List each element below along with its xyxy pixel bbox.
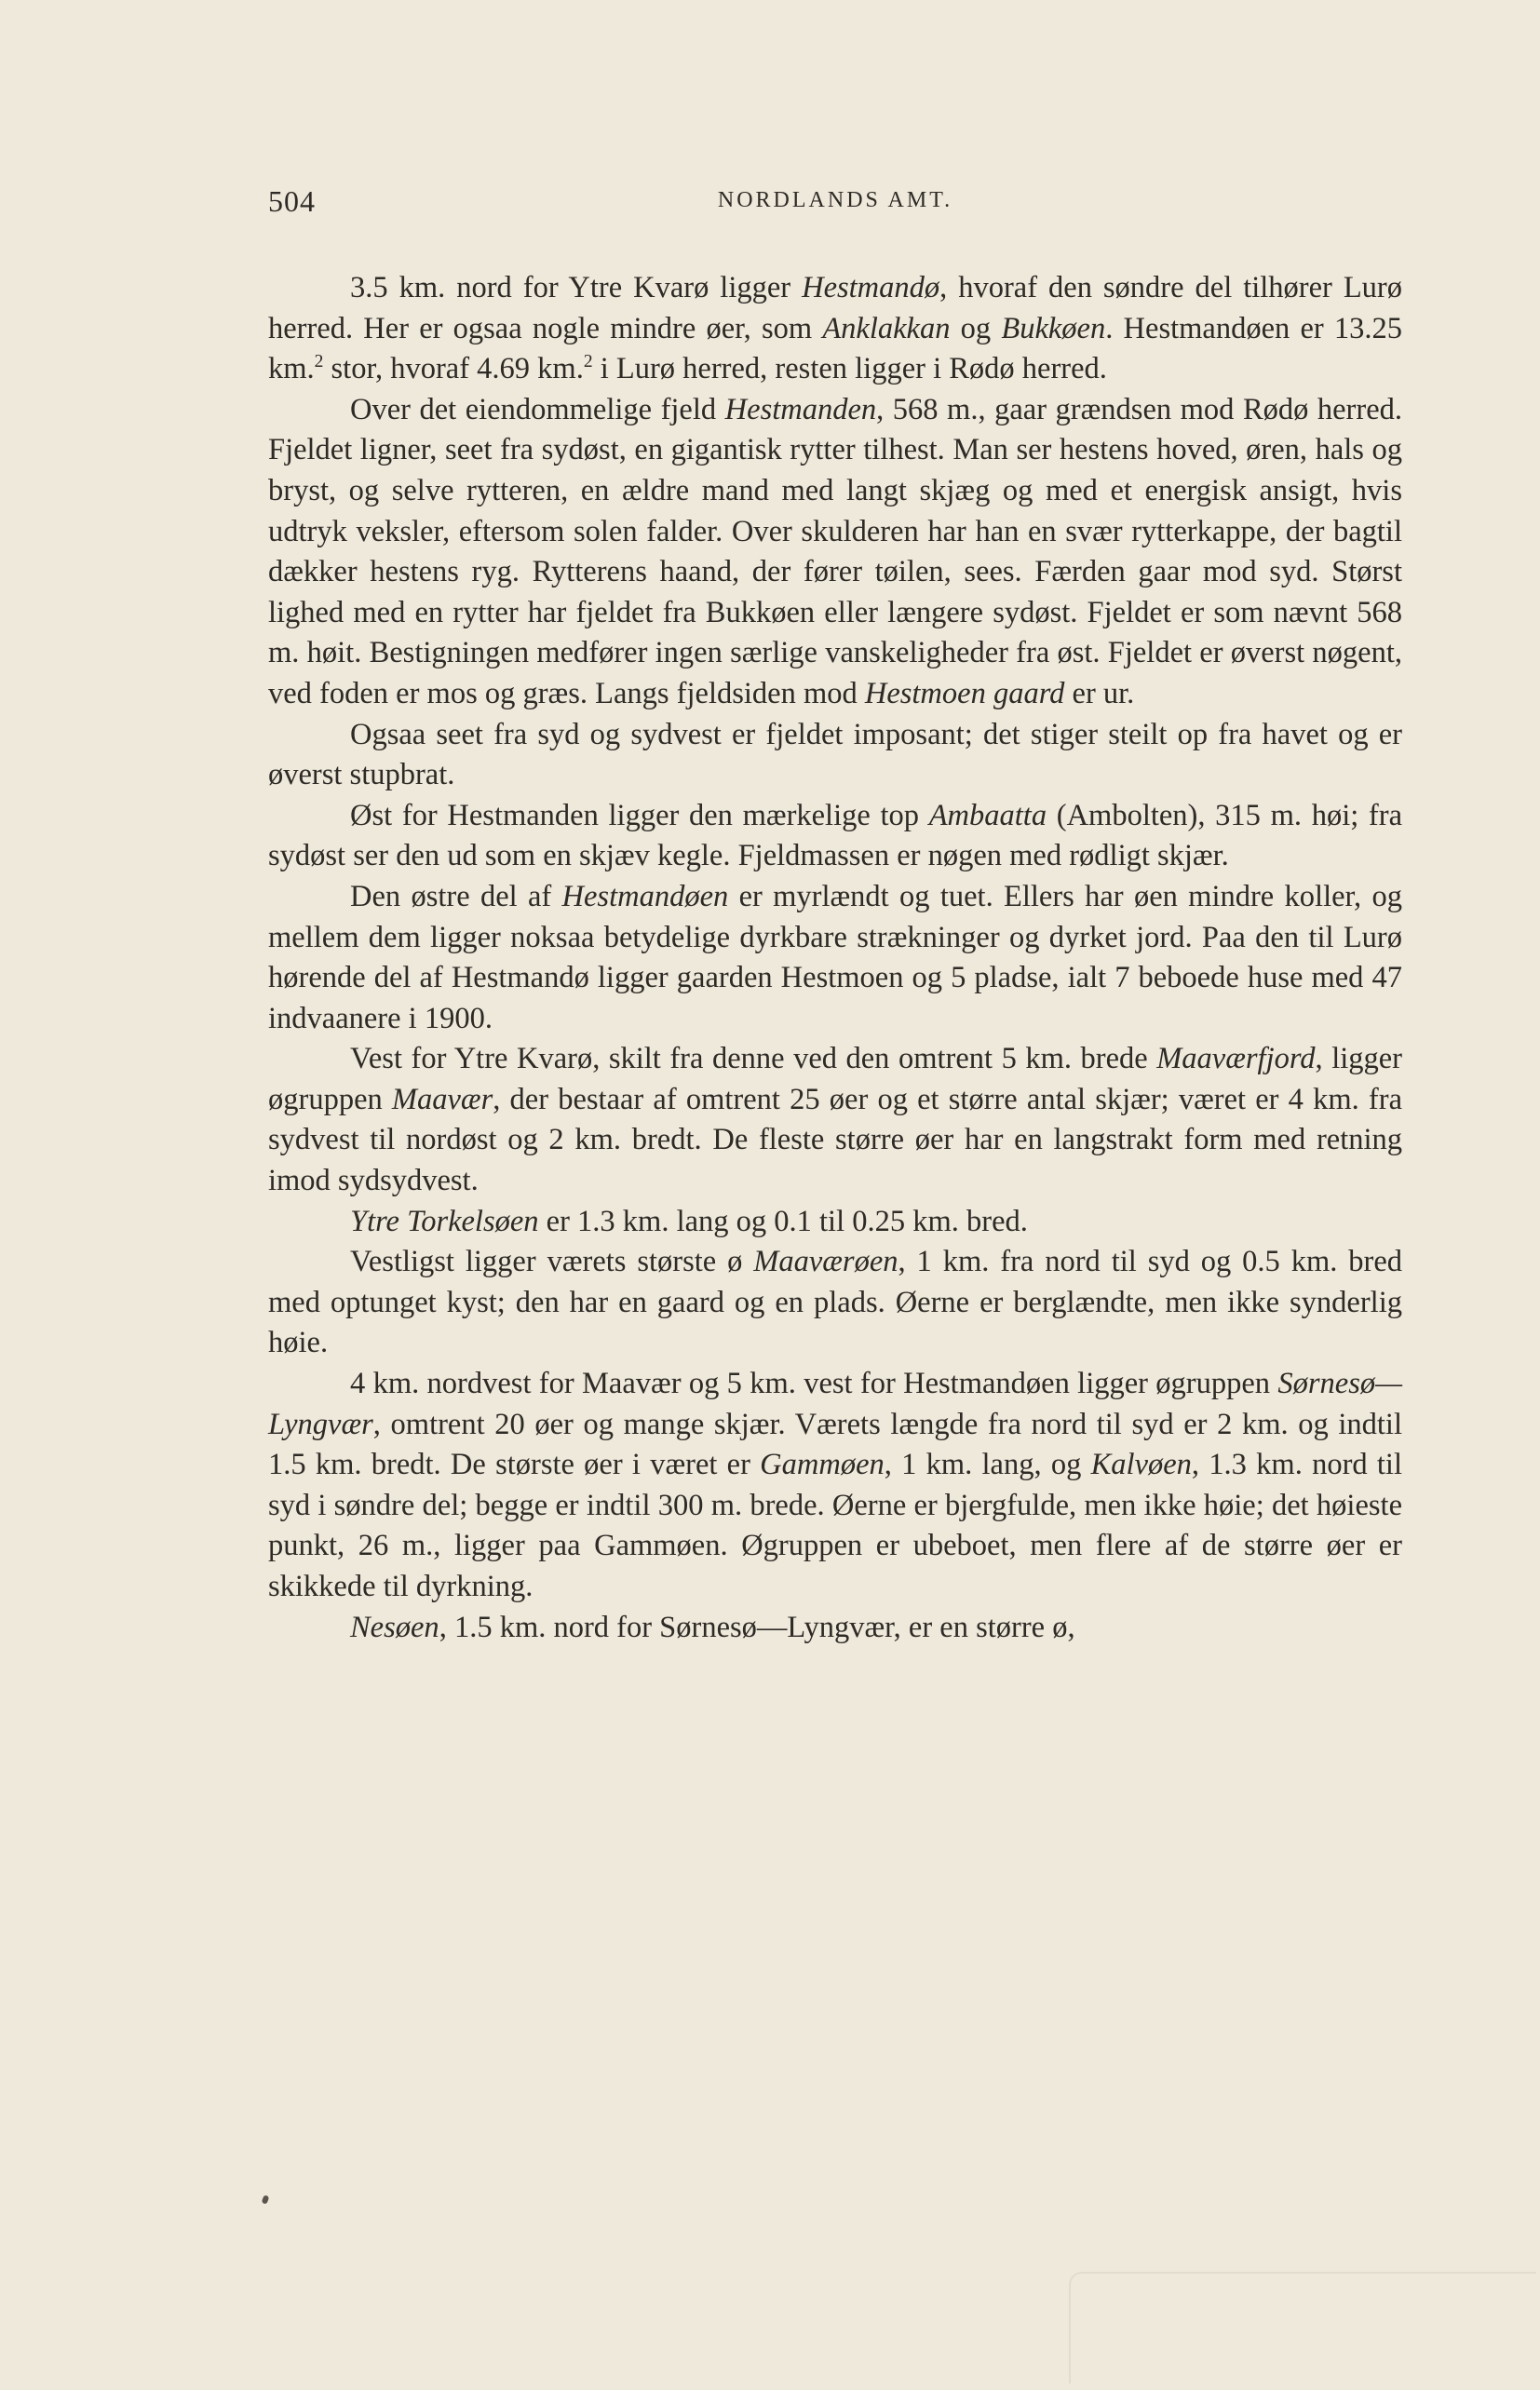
- running-title: NORDLANDS AMT.: [717, 188, 953, 212]
- paragraph: [268, 1242, 1402, 1364]
- italic-name: Anklakkan: [822, 311, 951, 345]
- text-run: i Lurø herred, resten ligger i Rødø herred.: [592, 352, 1107, 386]
- italic-name: Maaværøen: [753, 1245, 898, 1279]
- italic-name: Hestmandø: [802, 271, 940, 304]
- italic-name: Hestmanden: [724, 392, 877, 426]
- superscript: 2: [314, 352, 324, 372]
- text-run: , 568 m., gaar grændsen mod Rødø herred. Fjeldet ligner, seet fra sydøst, en gigantisk rytter tilhest. Man ser hestens hoved, øren, hals og bryst, og selve rytteren, en ældre mand med langt skjæg og med et energisk ansigt, hvis udtryk veksler, eftersom solen falder. Over skulderen har han en svær rytterkappe, der bagtil dækker hestens ryg. Rytterens haand, der fører tøilen, sees. Færden gaar mod syd. Størst lighed med en rytter har fjeldet fra Bukkøen eller længere sydøst. Fjeldet er som nævnt 568 m. høit. Bestigningen medfører ingen særlige vanskeligheder fra øst. Fjeldet er øverst nøgent, ved foden er mos og græs. Langs fjeldsiden mod: [268, 392, 1403, 710]
- text-run: er myrlændt og tuet. Ellers har øen mindre koller, og mellem dem ligger noksaa betydelige dyrkbare strækninger og dyrket jord. Paa den til Lurø hørende del af Hestmandø ligger gaarden Hestmoen og 5 pladse, ialt 7 beboede huse med 47 indvaanere i 1900.: [268, 879, 1402, 1035]
- italic-name: Kalvøen: [1090, 1448, 1192, 1482]
- text-run: Den østre del af: [350, 879, 562, 913]
- text-run: Vestligst ligger værets største ø: [350, 1245, 754, 1279]
- paragraph: [268, 877, 1402, 1039]
- text-run: , 1 km. fra nord til syd og 0.5 km. bred med optunget kyst; den har en gaard og en plads. Øerne er berglændte, men ikke synderlig høie.: [268, 1245, 1402, 1360]
- italic-name: Gammøen: [760, 1448, 885, 1482]
- text-run: , omtrent 20 øer og mange skjær. Værets længde fra nord til syd er 2 km. og indtil 1.5 km. bredt. De største øer i været er: [268, 1407, 1402, 1482]
- ink-speck: [262, 2194, 270, 2205]
- text-run: Over det eiendommelige fjeld: [350, 392, 725, 426]
- italic-name: Maavær: [391, 1082, 493, 1116]
- text-run: , ligger øgruppen: [268, 1042, 1403, 1116]
- italic-name: Maaværfjord: [1156, 1042, 1316, 1076]
- text-run: Ogsaa seet fra syd og sydvest er fjeldet imposant; det stiger steilt op fra havet og er øverst stupbrat.: [268, 717, 1402, 792]
- text-run: er ur.: [1064, 676, 1135, 710]
- text-run: , 1 km. lang, og: [884, 1448, 1091, 1482]
- italic-name: Sørnesø—Lyngvær: [268, 1367, 1402, 1441]
- page-header: [268, 184, 1402, 222]
- text-run: stor, hvoraf 4.69 km.: [323, 352, 584, 386]
- paragraph: [268, 268, 1402, 390]
- italic-name: Hestmoen gaard: [864, 676, 1065, 710]
- page-number: 504: [268, 184, 316, 218]
- text-run: er 1.3 km. lang og 0.1 til 0.25 km. bred.: [538, 1204, 1028, 1238]
- body-text: [268, 268, 1402, 1648]
- text-run: og: [950, 311, 1002, 345]
- text-run: , 1.3 km. nord til syd i søndre del; begge er indtil 300 m. brede. Øerne er bjergfulde, men ikke høie; det høieste punkt, 26 m., ligger paa Gammøen. Øgruppen er ubeboet, men flere af de større øer er skikkede til dyrkning.: [268, 1448, 1402, 1603]
- page-corner-shadow: [1069, 2272, 1536, 2383]
- text-run: 3.5 km. nord for Ytre Kvarø ligger: [350, 271, 803, 304]
- italic-name: Nesøen: [350, 1610, 439, 1644]
- italic-name: Hestmandøen: [561, 879, 729, 913]
- paragraph: [268, 1364, 1402, 1608]
- text-run: , der bestaar af omtrent 25 øer og et større antal skjær; været er 4 km. fra sydvest til nordøst og 2 km. bredt. De fleste større øer har en langstrakt form med retning imod sydsydvest.: [268, 1082, 1402, 1198]
- superscript: 2: [583, 352, 593, 372]
- paragraph: [268, 1608, 1402, 1649]
- paragraph: [268, 796, 1402, 877]
- text-run: , 1.5 km. nord for Sørnesø—Lyngvær, er en større ø,: [439, 1610, 1075, 1644]
- italic-name: Ambaatta: [928, 798, 1047, 832]
- paragraph: [268, 715, 1402, 796]
- paragraph: [268, 1039, 1402, 1201]
- text-run: Vest for Ytre Kvarø, skilt fra denne ved den omtrent 5 km. brede: [350, 1042, 1157, 1076]
- paragraph: [268, 390, 1402, 715]
- text-run: 4 km. nordvest for Maavær og 5 km. vest for Hestmandøen ligger øgruppen: [350, 1367, 1278, 1401]
- italic-name: Bukkøen: [1001, 311, 1106, 345]
- text-run: (Ambolten), 315 m. høi; fra sydøst ser den ud som en skjæv kegle. Fjeldmassen er nøgen med rødligt skjær.: [268, 798, 1402, 873]
- text-run: Øst for Hestmanden ligger den mærkelige top: [350, 798, 929, 832]
- paragraph: [268, 1202, 1402, 1243]
- text-run: , hvoraf den søndre del tilhører Lurø herred. Her er ogsaa nogle mindre øer, som: [268, 271, 1402, 345]
- italic-name: Ytre Torkelsøen: [350, 1204, 539, 1238]
- text-run: . Hestmandøen er 13.25 km.: [268, 311, 1402, 386]
